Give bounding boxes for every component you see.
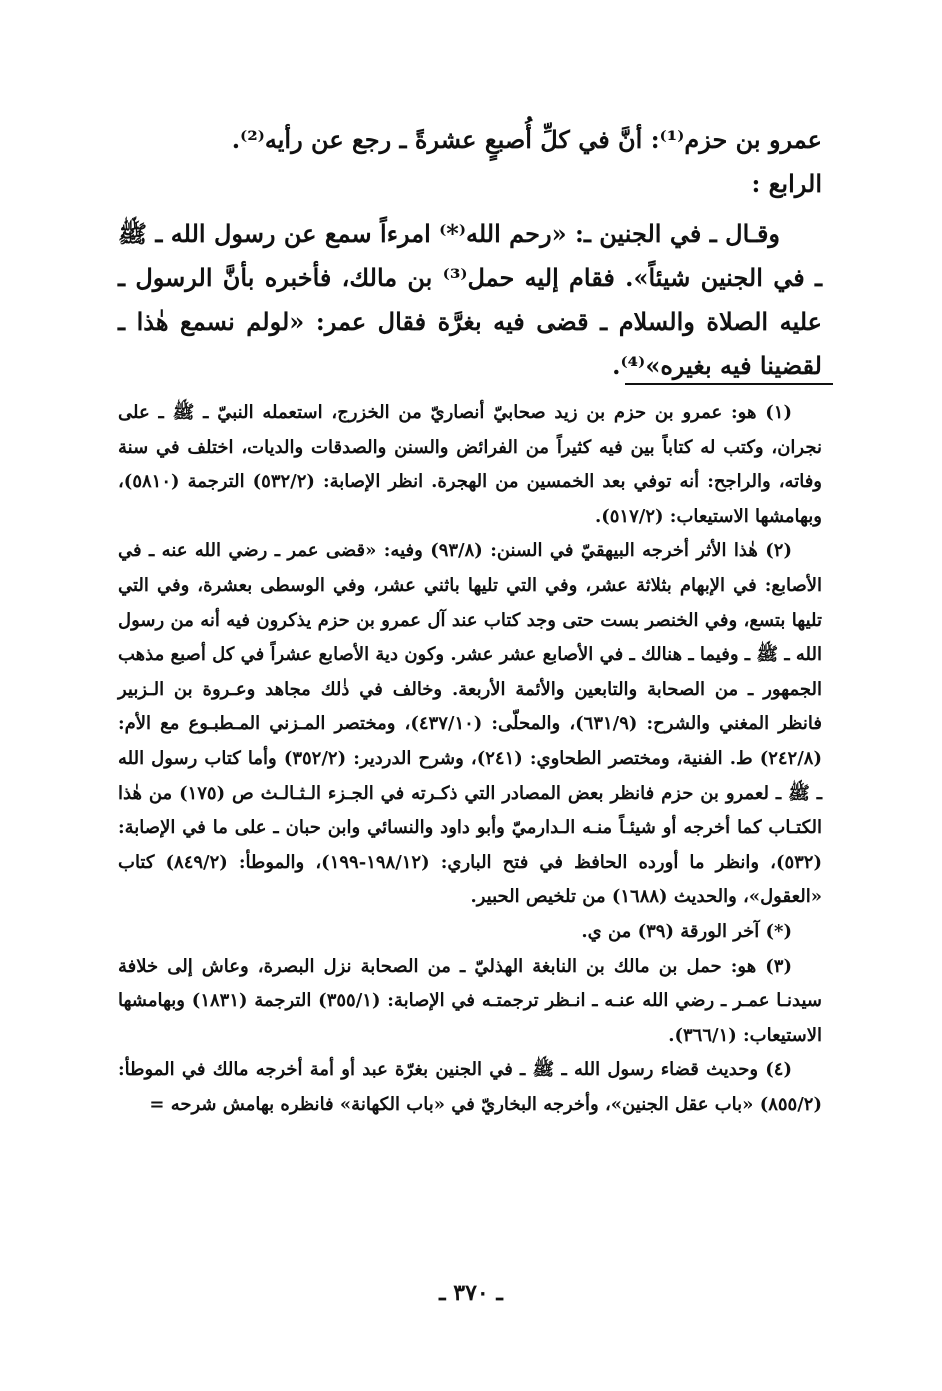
section-heading: الرابع : [751,169,822,198]
footnote-separator [625,383,833,385]
main-paragraph: وقـال ـ في الجنين ـ: «رحم الله⁽*⁾ امرءاً سمع عن رسول الله ـ ﷺ ـ في الجنين شيئاً». فقام إليه حمل⁽³⁾ بن مالك، فأخبره بأنَّ الرسول ـ عليه الصلاة والسلام ـ قضى فيه بغرَّة فقال عمر: «لولم نسمع هٰذا ـ لقضينا فيه بغيره»⁽⁴⁾. [118,219,822,380]
footnote-2: (٢) هٰذا الأثر أخرجه البيهقيّ في السنن: (٩٣/٨) وفيه: «قضى عمر ـ رضي الله عنه ـ في الأصابع: في الإبهام بثلاثة عشر، وفي التي تليها باثني عشر، وفي الوسطى بعشرة، وفي التي تليها بتسع، وفي الخنصر بست حتى وجد كتاب عند آل عمرو بن حزم يذكرون فيه أنه من رسول الله ـ ﷺ ـ وفيما ـ هنالك ـ في الأصابع عشر عشر. وكون دية الأصابع عشراً في كل أصبع مذهب الجمهور ـ من الصحابة والتابعين والأئمة الأربعة. وخالف في ذٰلك مجاهد وعـروة بن الـزبير فانظر المغني والشرح: (٦٣١/٩)، والمحلّى: (٤٣٧/١٠)، ومختصر المـزني المـطبـوع مع الأم: (٢٤٢/٨) ط. الفنية، ومختصر الطحاوي: (٢٤١)، وشرح الدردير: (٣٥٢/٢) وأما كتاب رسول الله ـ ﷺ ـ لعمرو بن حزم فانظر بعض المصادر التي ذكـرته في الجـزء الـثـالـث ص (١٧٥) من هٰذا الكتـاب كما أخرجه أو شيئـاً منـه الـدارميّ وأبو داود والنسائي وابن حبان ـ على ما في الإصابة: (٥٣٢)، وانظر ما أورده الحافظ في فتح الباري: (١٩٨/١٢-١٩٩)، والموطأ: (٨٤٩/٢) كتاب «العقول»، والحديث (١٦٨٨) من تلخيص الحبير. [118,540,823,908]
footnotes [118,396,822,1122]
main-text-line-1: عمرو بن حزم⁽¹⁾: أنَّ في كلِّ أُصبعٍ عشرةً ـ رجع عن رأيه⁽²⁾. [231,125,822,154]
footnote-star: (*) آخر الورقة (٣٩) من ي. [581,920,792,942]
main-text [118,118,822,388]
page-number: ـ ٣٧٠ ـ [439,1280,503,1306]
footnote-1: (١) هو: عمرو بن حزم بن زيد صحابيّ أنصاريّ من الخزرج، استعمله النبيّ ـ ﷺ ـ على نجران، وكتب له كتاباً بين فيه كثيراً من الفرائض والسنن والصدقات والديات، اختلف في سنة وفاته، والراجح: أنه توفي بعد الخمسين من الهجرة. انظر الإصابة: (٥٣٢/٢) الترجمة (٥٨١٠)، وبهامشها الاستيعاب: (٥١٧/٢). [118,402,822,527]
footnote-3: (٣) هو: حمل بن مالك بن النابغة الهذليّ ـ من الصحابة نزل البصرة، وعاش إلى خلافة سيدنـا عمـر ـ رضي الله عنـه ـ انـظر ترجمتـه في الإصابة: (٣٥٥/١) الترجمة (١٨٣١) وبهامشها الاستيعاب: (٣٦٦/١). [118,955,822,1046]
footnote-4: (٤) وحديث قضاء رسول الله ـ ﷺ ـ في الجنين بغرّة عبد أو أمة أخرجه مالك في الموطأ: (٨٥٥/٢) «باب عقل الجنين»، وأخرجه البخاريّ في «باب الكهانة» فانظره بهامش شرحه = [118,1059,822,1115]
